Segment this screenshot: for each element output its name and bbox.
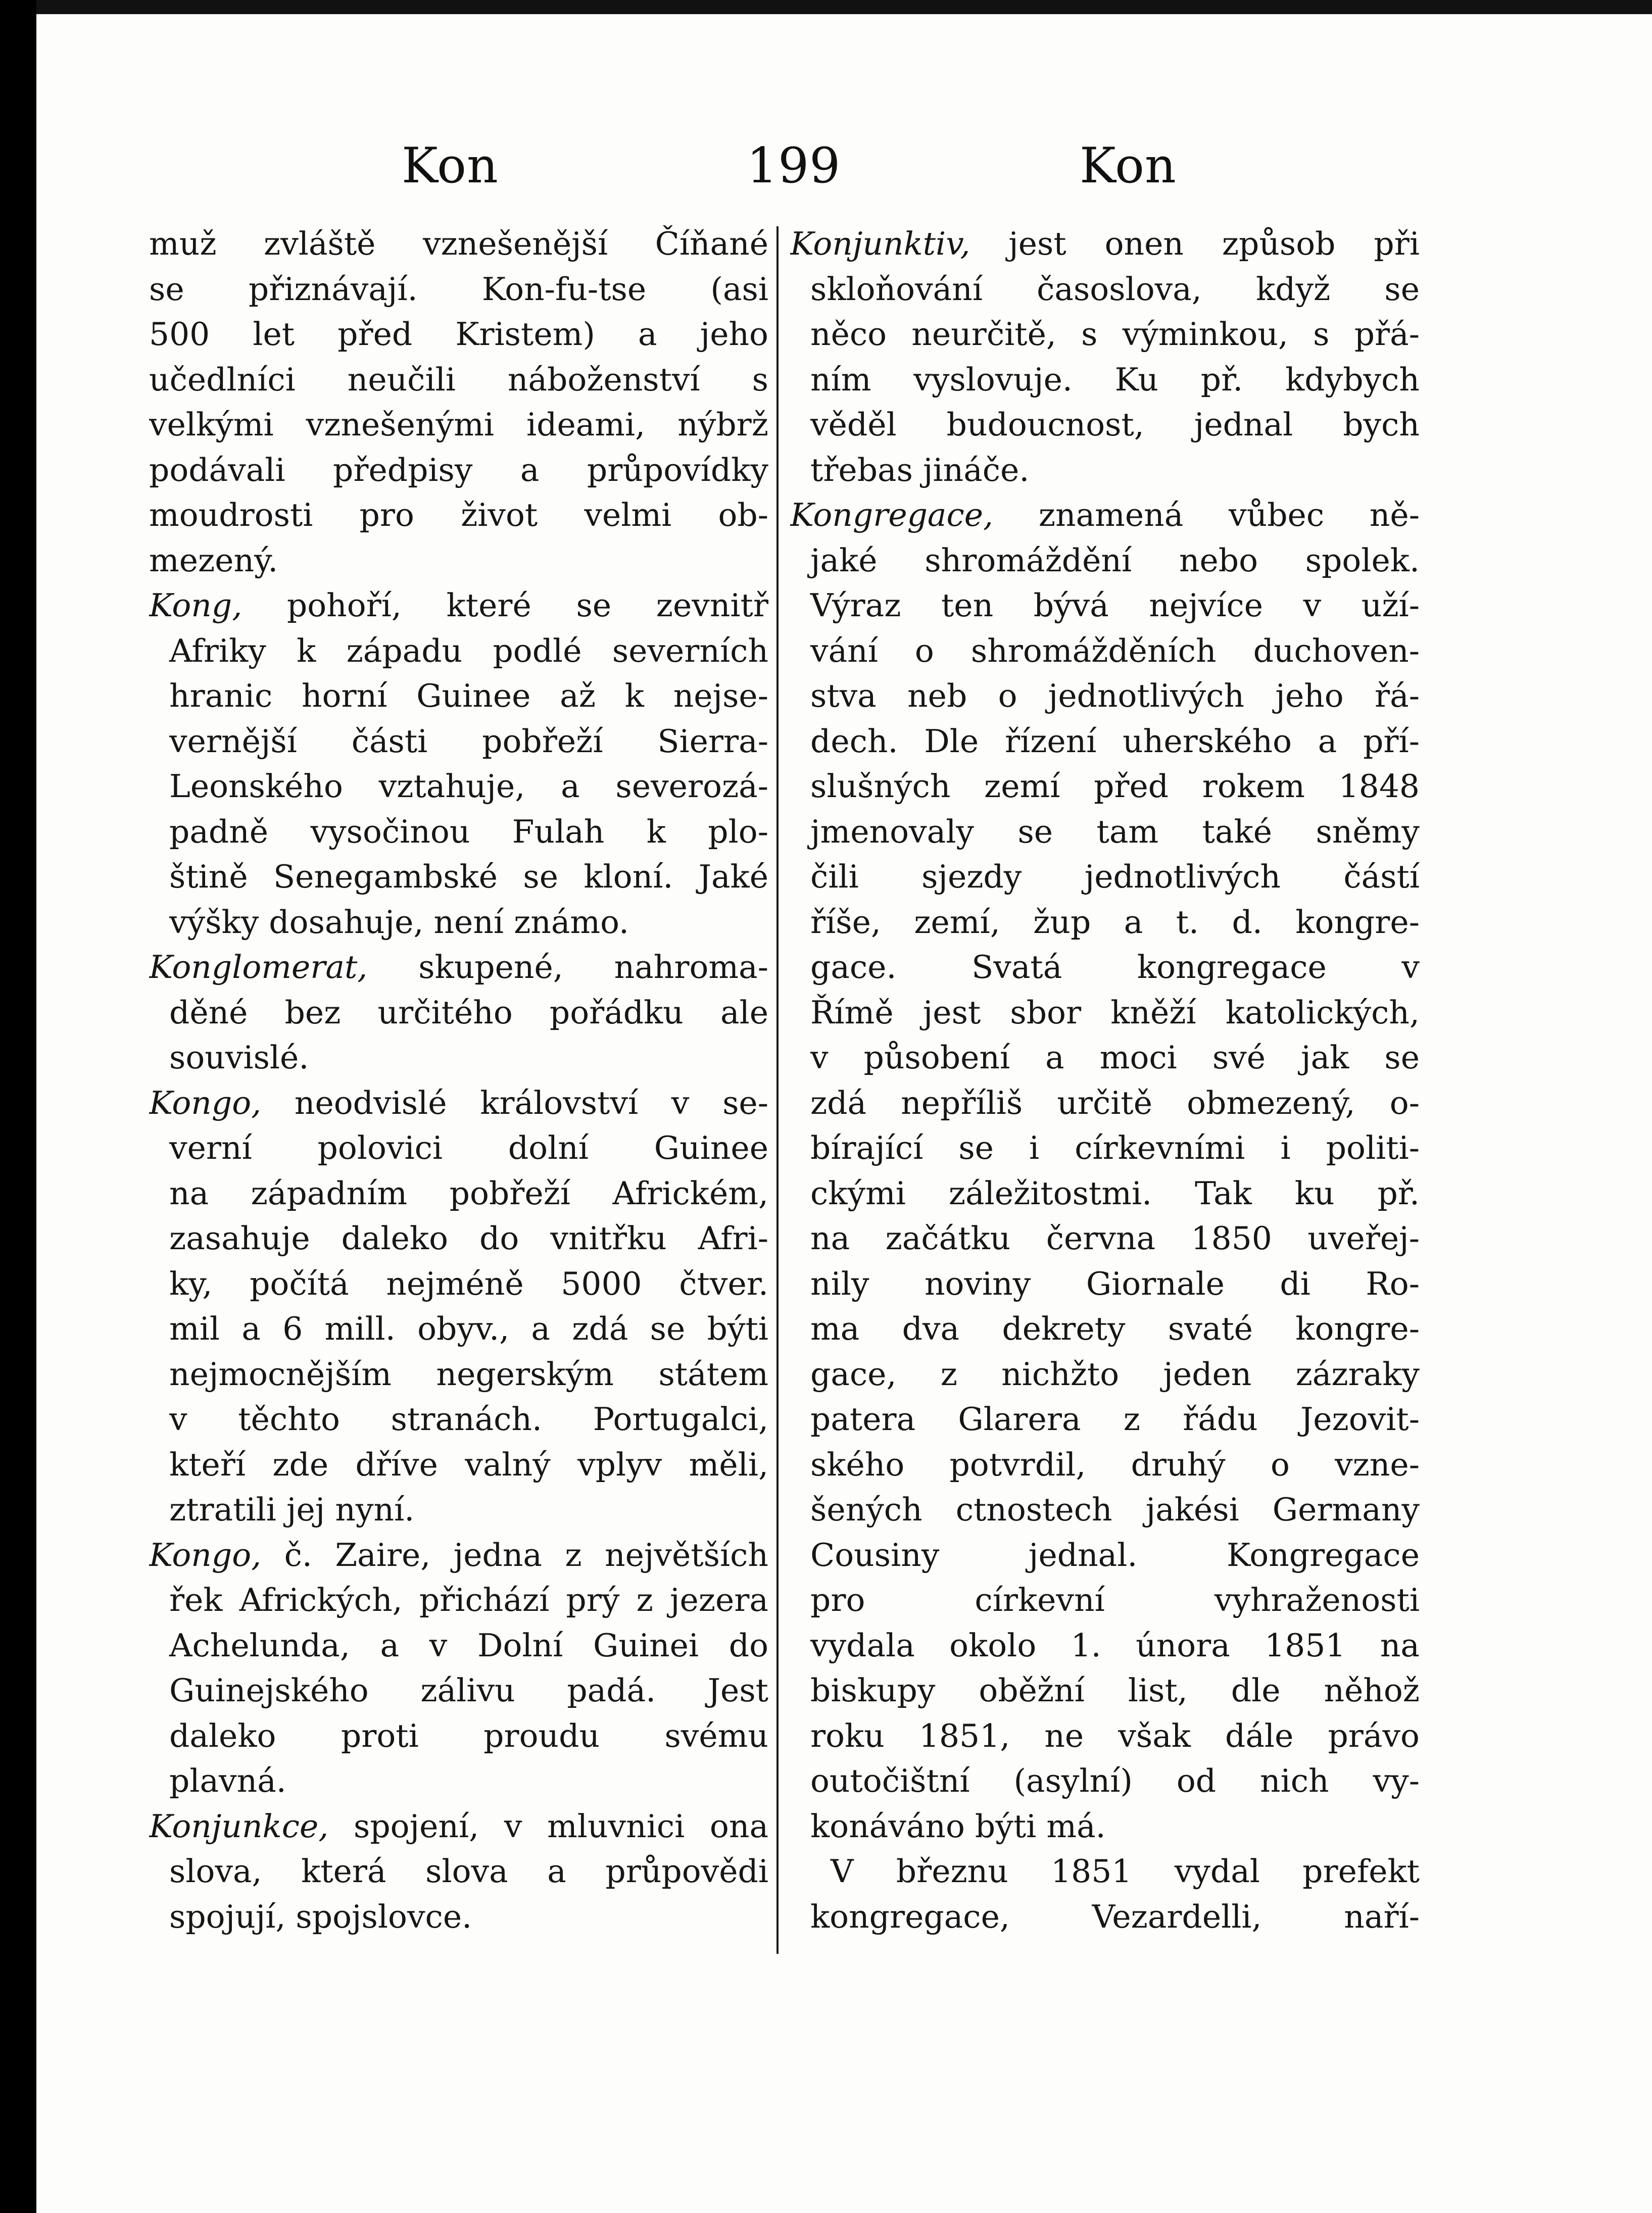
entry-first-line: Kong, pohoří, které se zevnitř xyxy=(149,587,768,624)
entry-term: Kong, xyxy=(149,587,242,624)
entry-first-line: Konglomerat, skupené, nahroma- xyxy=(149,949,768,986)
text-line: mezený. xyxy=(149,542,278,579)
text-line: slušných zemí před rokem 1848 xyxy=(810,768,1420,805)
text-line: slova, která slova a průpovědi xyxy=(169,1853,768,1890)
text-line: věděl budoucnost, jednal bych xyxy=(810,406,1420,443)
text-line: 500 let před Kristem) a jeho xyxy=(149,316,768,353)
text-line: Guinejského zálivu padá. Jest xyxy=(169,1672,768,1709)
text-line: se přiznávají. Kon-fu-tse (asi xyxy=(149,270,768,308)
text-line: pro církevní vyhraženosti xyxy=(810,1582,1420,1618)
text-line: Afriky k západu podlé severních xyxy=(169,632,768,669)
text-line: říše, zemí, žup a t. d. kongre- xyxy=(810,903,1420,941)
text-line: Římě jest sbor kněží katolických, xyxy=(810,994,1420,1031)
text-line: moudrosti pro život velmi ob- xyxy=(149,497,768,533)
entry-first-line: Kongregace, znamená vůbec ně- xyxy=(790,497,1420,533)
text-line: bírající se i církevními i politi- xyxy=(810,1129,1420,1166)
entry-first-line: Kongo, neodvislé království v se- xyxy=(149,1084,768,1121)
entry-continuation xyxy=(149,221,768,583)
column-divider xyxy=(776,226,779,1954)
text-line: ním vyslovuje. Ku př. kdybych xyxy=(810,361,1420,398)
text-line: dech. Dle řízení uherského a pří- xyxy=(810,722,1420,760)
text-line: roku 1851, ne však dále právo xyxy=(810,1717,1420,1754)
text-line: gace. Svatá kongregace v xyxy=(810,949,1420,986)
entry-first-line: Kongo, č. Zaire, jedna z největších xyxy=(149,1536,768,1573)
text-line: nejmocnějším negerským státem xyxy=(169,1355,768,1393)
entry-kongregace xyxy=(790,493,1420,1849)
left-column xyxy=(149,221,768,1939)
text-line: v těchto stranách. Portugalci, xyxy=(169,1401,768,1438)
text-line: biskupy oběžní list, dle něhož xyxy=(810,1672,1420,1709)
entry-konjunktiv xyxy=(790,221,1420,493)
entry-konglomerat xyxy=(149,945,768,1080)
entry-term: Konjunkce, xyxy=(149,1807,329,1845)
text-line: padně vysočinou Fulah k plo- xyxy=(169,813,768,850)
text-line: ma dva dekrety svaté kongre- xyxy=(810,1310,1420,1347)
text-line: hranic horní Guinee až k nejse- xyxy=(169,677,768,714)
text-line: zdá nepříliš určitě obmezený, o- xyxy=(810,1084,1420,1121)
text-line: v působení a moci své jak se xyxy=(810,1039,1420,1076)
text-line: ky, počítá nejméně 5000 čtver. xyxy=(169,1265,768,1302)
text-line: skloňování časoslova, když se xyxy=(810,270,1420,308)
text-line: vydala okolo 1. února 1851 na xyxy=(810,1627,1420,1664)
entry-term: Kongo, xyxy=(149,1084,262,1121)
text-line: Leonského vztahuje, a severozá- xyxy=(169,768,768,805)
text-line: Achelunda, a v Dolní Guinei do xyxy=(169,1627,768,1664)
text-line: učedlníci neučili náboženství s xyxy=(149,361,768,398)
text-line: řek Afrických, přichází prý z jezera xyxy=(169,1582,768,1618)
text-line: vernější části pobřeží Sierra- xyxy=(169,722,768,760)
running-head-left: Kon xyxy=(402,137,499,194)
text-line: ztratili jej nyní. xyxy=(169,1491,415,1528)
text-line: kongregace, Vezardelli, naří- xyxy=(810,1898,1420,1935)
running-head-right: Kon xyxy=(1080,137,1177,194)
text-line: Výraz ten bývá nejvíce v uží- xyxy=(810,587,1420,624)
entry-kongo-kingdom xyxy=(149,1080,768,1533)
text-line: nily noviny Giornale di Ro- xyxy=(810,1265,1420,1302)
text-line: čili sjezdy jednotlivých částí xyxy=(810,858,1420,895)
entry-term: Kongo, xyxy=(149,1536,262,1573)
text-line: třebas jináče. xyxy=(810,451,1030,488)
text-line: spojují, spojslovce. xyxy=(169,1898,472,1935)
text-line: ckými záležitostmi. Tak ku př. xyxy=(810,1174,1420,1212)
entry-kongo-river xyxy=(149,1533,768,1804)
text-line: V březnu 1851 vydal prefekt xyxy=(831,1853,1420,1890)
text-line: velkými vznešenými ideami, nýbrž xyxy=(149,406,768,443)
entry-term: Konjunktiv, xyxy=(790,225,970,262)
entry-first-line: Konjunkce, spojení, v mluvnici ona xyxy=(149,1807,768,1845)
text-line: vání o shromážděních duchoven- xyxy=(810,632,1420,669)
text-line: šených ctnostech jakési Germany xyxy=(810,1491,1420,1528)
text-line: zasahuje daleko do vnitřku Afri- xyxy=(169,1220,768,1257)
text-line: souvislé. xyxy=(169,1039,309,1076)
scan-edge xyxy=(36,0,1652,14)
text-line: Cousiny jednal. Kongregace xyxy=(810,1536,1420,1573)
entry-term: Kongregace, xyxy=(790,497,994,533)
text-line: výšky dosahuje, není známo. xyxy=(169,903,629,941)
text-line: štině Senegambské se kloní. Jaké xyxy=(169,858,768,895)
text-line: podávali předpisy a průpovídky xyxy=(149,451,768,488)
entry-kong xyxy=(149,583,768,945)
text-line: gace, z nichžto jeden zázraky xyxy=(810,1355,1420,1393)
text-line: kteří zde dříve valný vplyv měli, xyxy=(169,1446,768,1483)
text-line: na západním pobřeží Africkém, xyxy=(169,1174,768,1212)
text-line: mil a 6 mill. obyv., a zdá se býti xyxy=(169,1310,768,1347)
entry-first-line: Konjunktiv, jest onen způsob při xyxy=(790,225,1420,262)
text-line: verní polovici dolní Guinee xyxy=(169,1129,768,1166)
text-line: něco neurčitě, s výminkou, s přá- xyxy=(810,316,1420,353)
text-line: patera Glarera z řádu Jezovit- xyxy=(810,1401,1420,1438)
text-line: jmenovaly se tam také sněmy xyxy=(810,813,1420,850)
text-line: jaké shromáždění nebo spolek. xyxy=(810,542,1420,579)
entry-konjunkce xyxy=(149,1804,768,1940)
entry-term: Konglomerat, xyxy=(149,949,368,986)
text-line: děné bez určitého pořádku ale xyxy=(169,994,768,1031)
text-line: plavná. xyxy=(169,1762,286,1799)
page-number: 199 xyxy=(747,137,841,194)
text-line: na začátku června 1850 uveřej- xyxy=(810,1220,1420,1257)
text-line: ského potvrdil, druhý o vzne- xyxy=(810,1446,1420,1483)
text-line: konáváno býti má. xyxy=(810,1807,1106,1845)
text-line: daleko proti proudu svému xyxy=(169,1717,768,1754)
text-line: outočištní (asylní) od nich vy- xyxy=(810,1762,1420,1799)
right-column xyxy=(790,221,1420,1939)
text-line: stva neb o jednotlivých jeho řá- xyxy=(810,677,1420,714)
text-line: muž zvláště vznešenější Číňané xyxy=(149,225,768,262)
paragraph-march-1851 xyxy=(790,1849,1420,1939)
